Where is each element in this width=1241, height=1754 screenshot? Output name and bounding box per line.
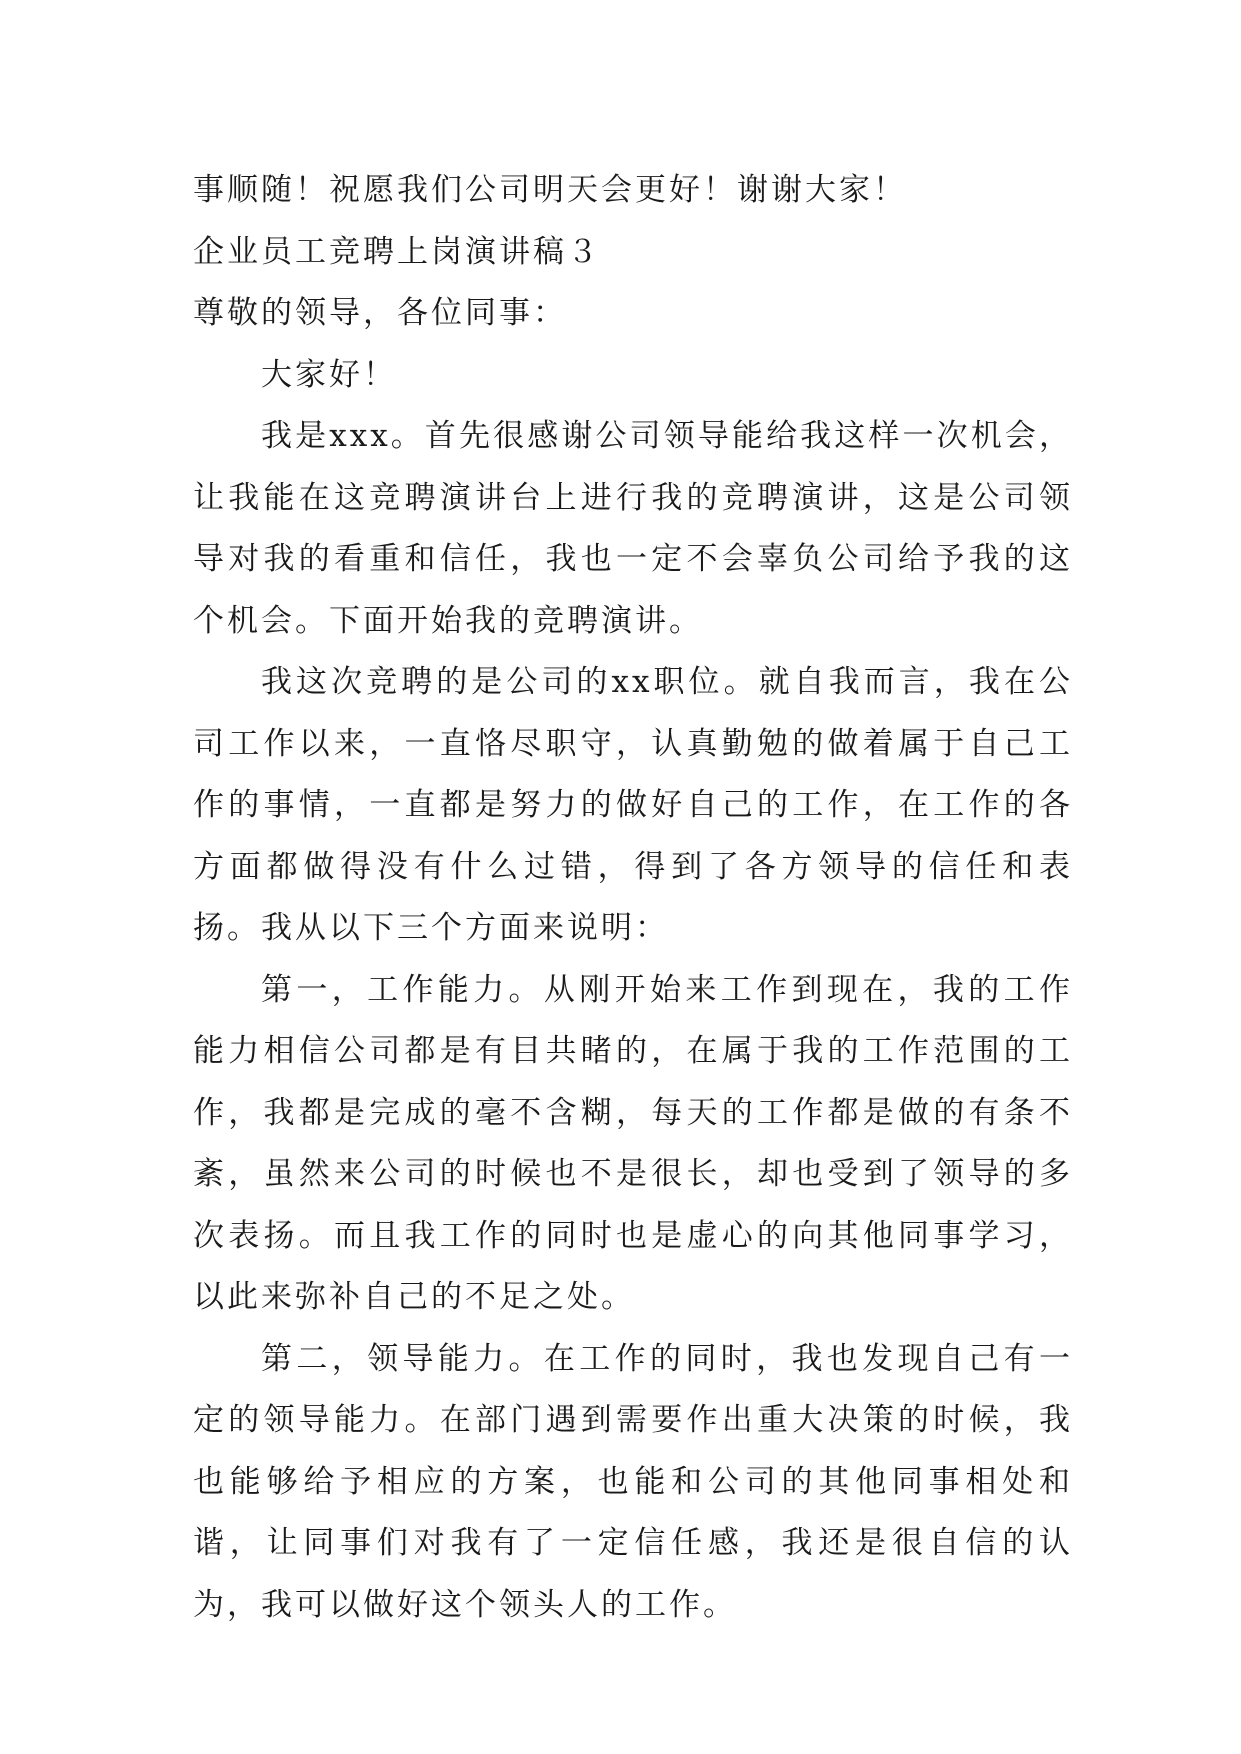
salutation: 尊敬的领导，各位同事： [193,295,567,331]
document-body [193,160,1073,1636]
paragraph-greeting: 大家好！ [261,356,397,393]
paragraph-position: 我这次竞聘的是公司的xx职位。就自我而言，我在公司工作以来，一直恪尽职守，认真勤勉的做着属于自己工作的事情，一直都是努力的做好自己的工作，在工作的各方面都做得没有什么过错，得到了各方领导的信任和表扬。我从以下三个方面来说明： [193,664,1073,946]
paragraph-leadership: 第二，领导能力。在工作的同时，我也发现自己有一定的领导能力。在部门遇到需要作出重大决策的时候，我也能够给予相应的方案，也能和公司的其他同事相处和谐，让同事们对我有了一定信任感，我还是很自信的认为，我可以做好这个领头人的工作。 [193,1340,1073,1623]
closing-line: 事顺随！祝愿我们公司明天会更好！谢谢大家！ [193,172,907,208]
paragraph-introduction: 我是xxx。首先很感谢公司领导能给我这样一次机会，让我能在这竞聘演讲台上进行我的竞聘演讲，这是公司领导对我的看重和信任，我也一定不会辜负公司给予我的这个机会。下面开始我的竞聘演讲。 [193,418,1073,639]
paragraph-work-ability: 第一，工作能力。从刚开始来工作到现在，我的工作能力相信公司都是有目共睹的，在属于我的工作范围的工作，我都是完成的毫不含糊，每天的工作都是做的有条不紊，虽然来公司的时候也不是很长，却也受到了领导的多次表扬。而且我工作的同时也是虚心的向其他同事学习，以此来弥补自己的不足之处。 [193,971,1073,1315]
document-title: 企业员工竞聘上岗演讲稿３ [193,233,601,270]
